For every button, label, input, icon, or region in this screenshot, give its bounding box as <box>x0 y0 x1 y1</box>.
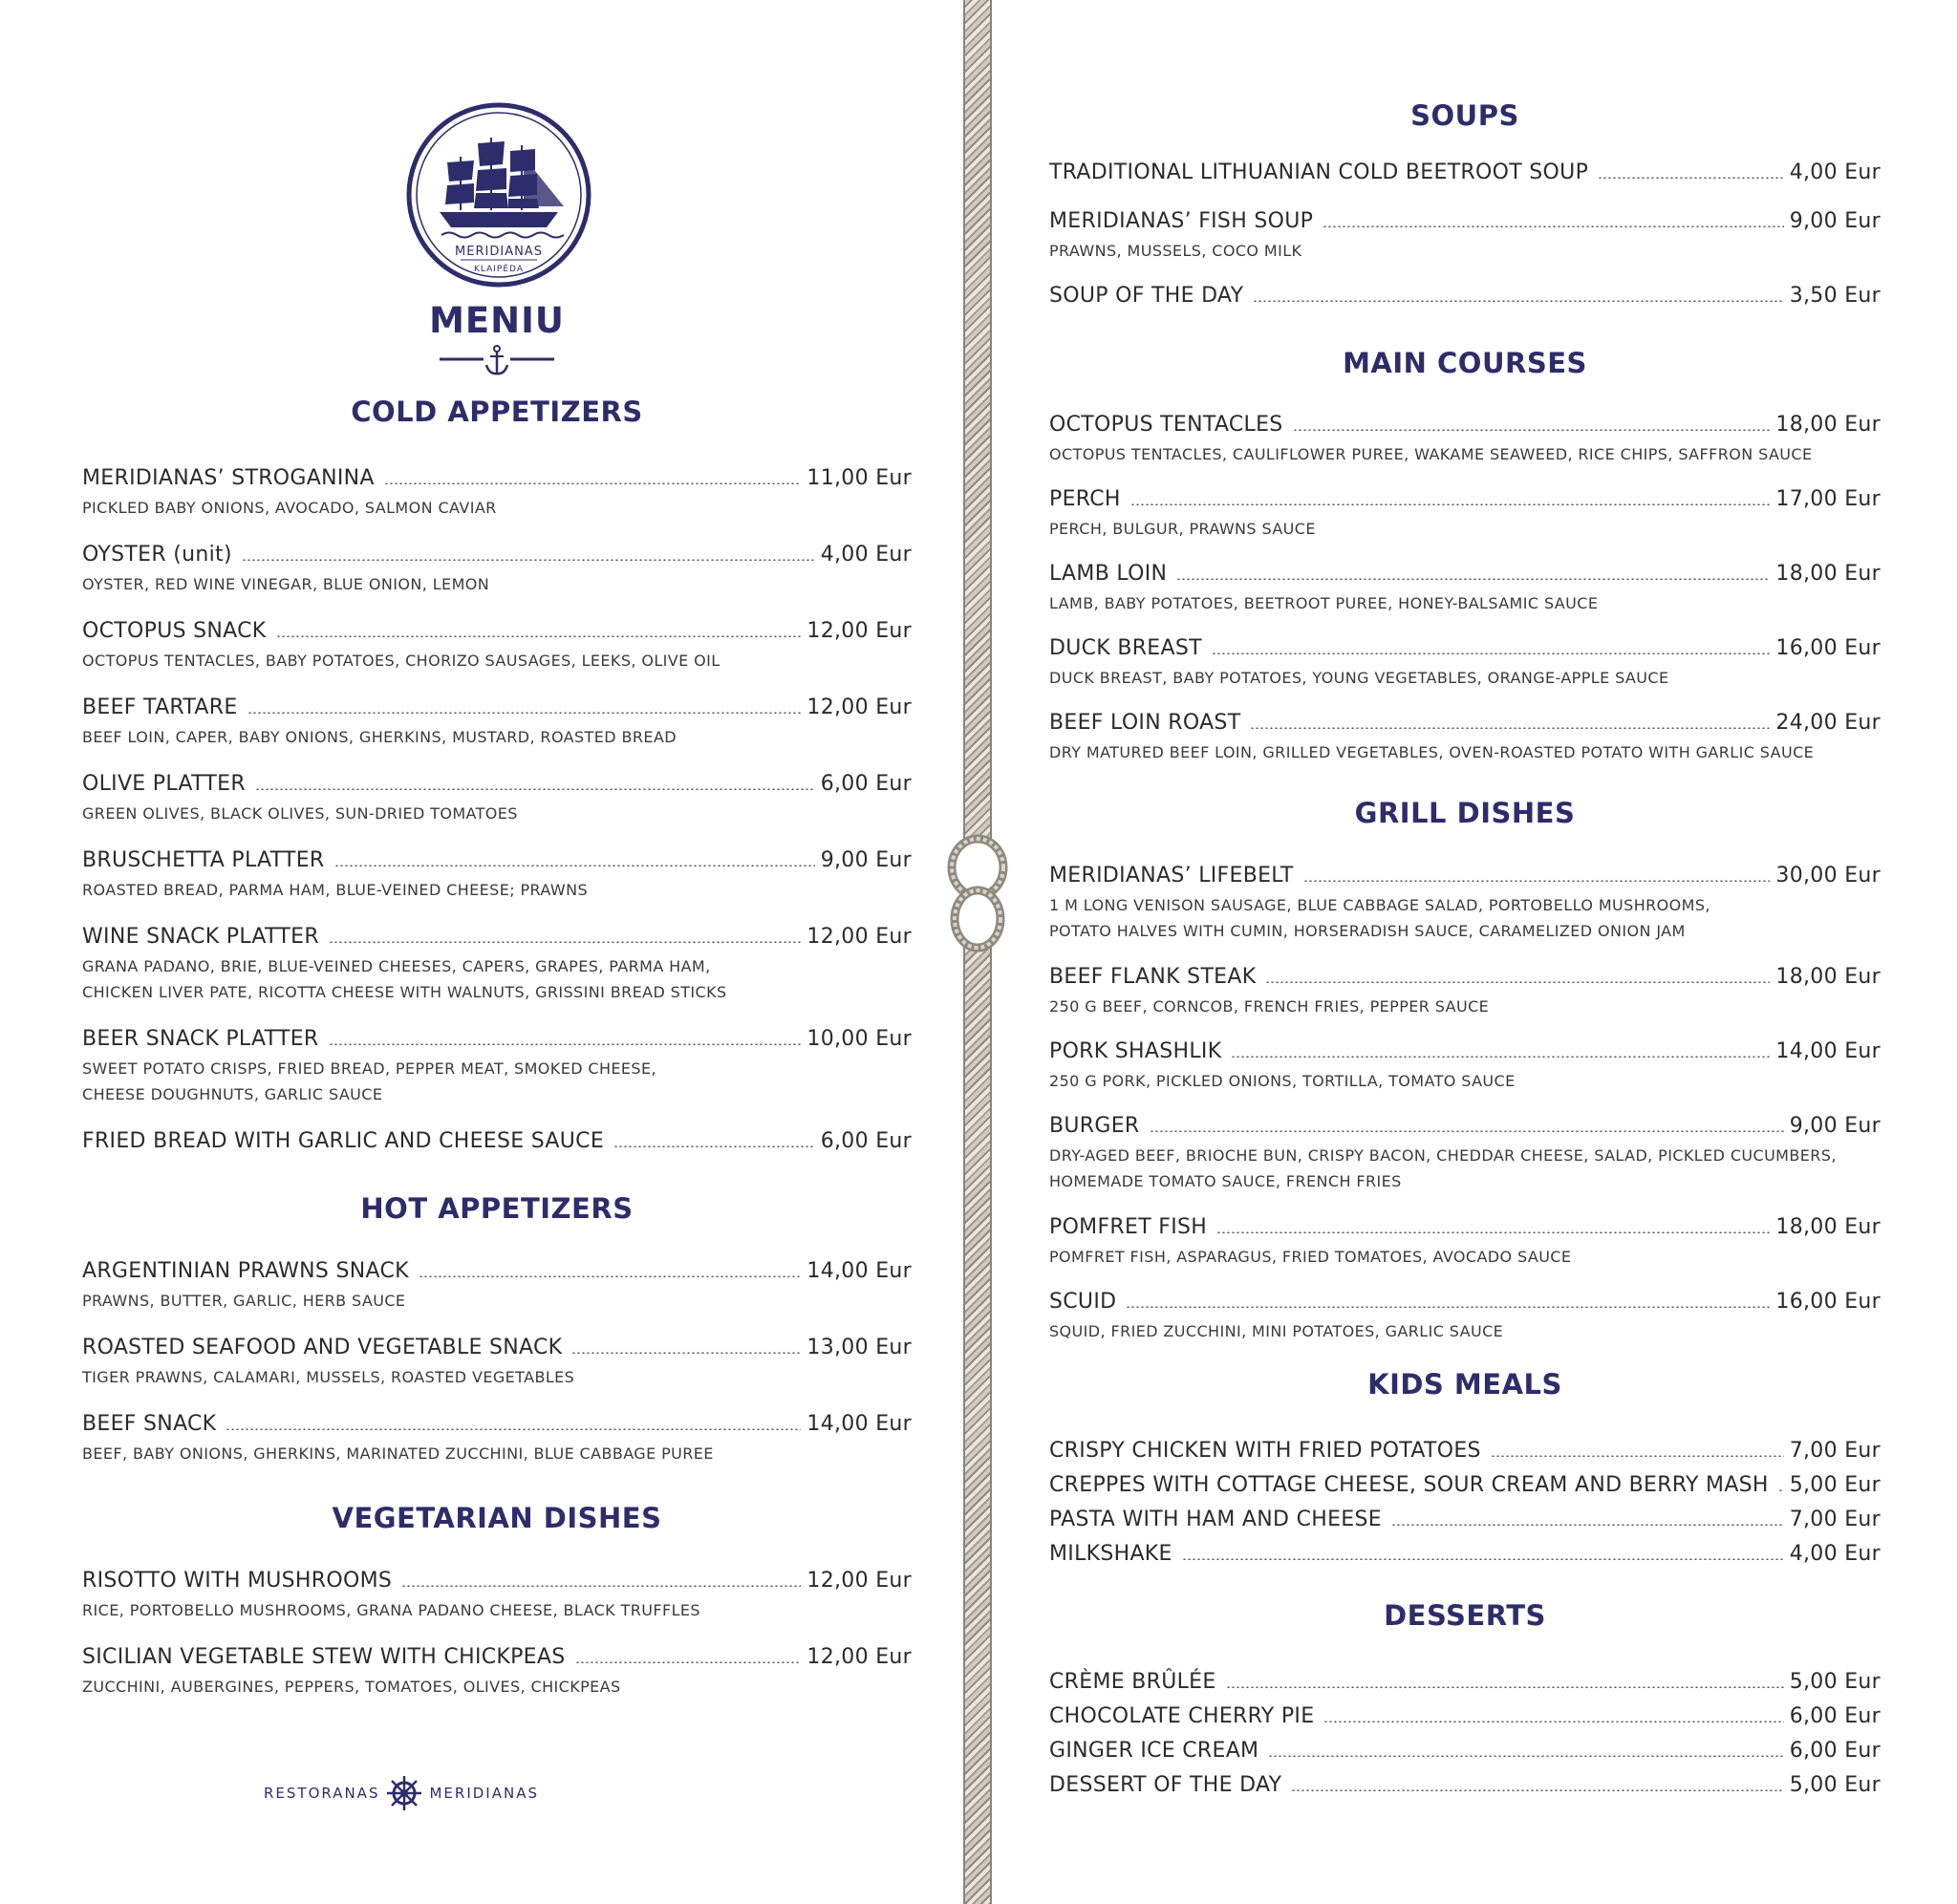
heading-main-courses: MAIN COURSES <box>1343 347 1587 379</box>
leader-dots <box>1598 177 1784 179</box>
item-description: BEEF, BABY ONIONS, GHERKINS, MARINATED ZUCCHINI, BLUE CABBAGE PUREE <box>82 1444 714 1463</box>
item-price: 12,00 Eur <box>806 1569 912 1593</box>
leader-dots <box>1253 300 1783 302</box>
leader-dots <box>1130 503 1771 505</box>
item-price: 6,00 Eur <box>1789 1704 1881 1728</box>
item-name: MERIDIANAS’ LIFEBELT <box>1049 864 1294 888</box>
item-price: 6,00 Eur <box>820 772 912 796</box>
item-description: TIGER PRAWNS, CALAMARI, MUSSELS, ROASTED VEGETABLES <box>82 1368 575 1386</box>
item-price: 7,00 Eur <box>1789 1508 1881 1531</box>
item-description: ROASTED BREAD, PARMA HAM, BLUE-VEINED CHEESE; PRAWNS <box>82 881 589 899</box>
heading-kids-meals: KIDS MEALS <box>1367 1368 1562 1401</box>
leader-dots <box>1391 1524 1784 1526</box>
menu-item <box>1049 862 1881 944</box>
item-name: CHOCOLATE CHERRY PIE <box>1049 1704 1315 1728</box>
item-price: 5,00 Eur <box>1789 1670 1881 1694</box>
leader-dots <box>401 1585 801 1587</box>
menu-item <box>82 1127 912 1156</box>
item-price: 9,00 Eur <box>1789 1114 1881 1138</box>
leader-dots <box>276 635 802 637</box>
menu-item <box>1049 1471 1881 1500</box>
menu-item <box>82 541 912 597</box>
leader-dots <box>247 712 802 714</box>
menu-item <box>1049 282 1881 310</box>
menu-item <box>82 1334 912 1390</box>
heading-cold-appetizers: COLD APPETIZERS <box>351 396 643 428</box>
menu-item <box>1049 1737 1881 1765</box>
item-description: GRANA PADANO, BRIE, BLUE-VEINED CHEESES, CAPERS, GRAPES, PARMA HAM, <box>82 957 711 975</box>
leader-dots <box>1291 1789 1783 1791</box>
item-name: SCUID <box>1049 1290 1117 1314</box>
menu-item <box>82 1257 912 1314</box>
item-price: 24,00 Eur <box>1775 711 1881 735</box>
leader-dots <box>334 865 815 866</box>
menu-item <box>1049 1437 1881 1465</box>
menu-item <box>1049 634 1881 691</box>
menu-item <box>1049 560 1881 616</box>
leader-dots <box>1268 1755 1783 1757</box>
item-name: LAMB LOIN <box>1049 562 1168 586</box>
heading-grill: GRILL DISHES <box>1354 797 1576 829</box>
menu-item <box>82 1410 912 1466</box>
item-name: ROASTED SEAFOOD AND VEGETABLE SNACK <box>82 1336 563 1359</box>
item-name: DUCK BREAST <box>1049 636 1202 660</box>
footer-left-text: RESTORANAS <box>264 1785 380 1802</box>
menu-item <box>82 617 912 674</box>
item-description: GREEN OLIVES, BLACK OLIVES, SUN-DRIED TOMATOES <box>82 804 518 823</box>
heading-desserts: DESSERTS <box>1384 1599 1546 1632</box>
leader-dots <box>1226 1686 1784 1688</box>
item-description: PRAWNS, BUTTER, GARLIC, HERB SAUCE <box>82 1292 406 1310</box>
item-description: SWEET POTATO CRISPS, FRIED BREAD, PEPPER MEAT, SMOKED CHEESE, <box>82 1059 656 1078</box>
item-price: 9,00 Eur <box>1789 209 1881 233</box>
item-name: OCTOPUS SNACK <box>82 619 267 643</box>
item-name: BEEF FLANK STEAK <box>1049 965 1257 989</box>
leader-dots <box>571 1352 801 1354</box>
item-description: DRY MATURED BEEF LOIN, GRILLED VEGETABLES, OVEN-ROASTED POTATO WITH GARLIC SAUCE <box>1049 743 1815 761</box>
item-name: BURGER <box>1049 1114 1140 1138</box>
item-price: 13,00 Eur <box>806 1336 912 1359</box>
leader-dots <box>1216 1231 1770 1233</box>
item-price: 12,00 Eur <box>806 619 912 643</box>
menu-item <box>1049 1112 1881 1194</box>
item-price: 18,00 Eur <box>1775 562 1881 586</box>
item-description: BEEF LOIN, CAPER, BABY ONIONS, GHERKINS, MUSTARD, ROASTED BREAD <box>82 728 677 746</box>
leader-dots <box>1212 652 1771 654</box>
menu-item <box>82 1643 912 1700</box>
item-price: 30,00 Eur <box>1775 864 1881 888</box>
menu-item <box>1049 1213 1881 1270</box>
item-description: OCTOPUS TENTACLES, CAULIFLOWER PUREE, WAKAME SEAWEED, RICE CHIPS, SAFFRON SAUCE <box>1049 445 1813 463</box>
item-name: BEER SNACK PLATTER <box>82 1027 319 1051</box>
menu-item <box>1049 411 1881 467</box>
item-name: PORK SHASHLIK <box>1049 1039 1222 1063</box>
item-description: OCTOPUS TENTACLES, BABY POTATOES, CHORIZO SAUSAGES, LEEKS, OLIVE OIL <box>82 652 720 670</box>
menu-item <box>1049 1288 1881 1344</box>
item-name: PERCH <box>1049 487 1121 511</box>
item-description: HOMEMADE TOMATO SAUCE, FRENCH FRIES <box>1049 1172 1402 1190</box>
menu-item <box>1049 1771 1881 1800</box>
item-name: CRÈME BRÛLÉE <box>1049 1670 1216 1694</box>
leader-dots <box>1176 578 1770 580</box>
item-description: ZUCCHINI, AUBERGINES, PEPPERS, TOMATOES, OLIVES, CHICKPEAS <box>82 1678 621 1696</box>
leader-dots <box>1491 1455 1784 1457</box>
menu-item <box>1049 1038 1881 1094</box>
item-name: DESSERT OF THE DAY <box>1049 1773 1282 1797</box>
item-price: 16,00 Eur <box>1775 636 1881 660</box>
leader-dots <box>1126 1306 1770 1308</box>
item-price: 12,00 Eur <box>806 925 912 949</box>
leader-dots <box>255 788 815 790</box>
menu-item <box>1049 1540 1881 1569</box>
menu-item <box>82 770 912 826</box>
menu-item <box>82 464 912 521</box>
item-price: 11,00 Eur <box>806 466 912 490</box>
leader-dots <box>242 559 815 561</box>
item-name: POMFRET FISH <box>1049 1215 1208 1239</box>
menu-item <box>1049 1668 1881 1697</box>
item-name: CREPPES WITH COTTAGE CHEESE, SOUR CREAM AND BERRY MASH <box>1049 1473 1769 1497</box>
leader-dots <box>1182 1558 1784 1560</box>
item-name: PASTA WITH HAM AND CHEESE <box>1049 1508 1382 1531</box>
item-name: OCTOPUS TENTACLES <box>1049 413 1283 437</box>
ship-wheel-icon <box>385 1774 423 1812</box>
item-price: 6,00 Eur <box>1789 1739 1881 1763</box>
logo-city: KLAIPĖDA <box>474 265 524 274</box>
page-title: MENIU <box>429 300 565 341</box>
item-description: OYSTER, RED WINE VINEGAR, BLUE ONION, LEMON <box>82 575 490 593</box>
menu-item <box>1049 963 1881 1019</box>
anchor-icon <box>436 344 558 378</box>
item-description: 250 G BEEF, CORNCOB, FRENCH FRIES, PEPPER SAUCE <box>1049 997 1490 1016</box>
leader-dots <box>329 941 802 943</box>
item-price: 7,00 Eur <box>1789 1439 1881 1463</box>
item-name: WINE SNACK PLATTER <box>82 925 319 949</box>
item-price: 17,00 Eur <box>1775 487 1881 511</box>
leader-dots <box>226 1428 801 1430</box>
item-description: PERCH, BULGUR, PRAWNS SAUCE <box>1049 520 1316 538</box>
item-description: CHICKEN LIVER PATE, RICOTTA CHEESE WITH WALNUTS, GRISSINI BREAD STICKS <box>82 983 727 1001</box>
item-description: LAMB, BABY POTATOES, BEETROOT PUREE, HONEY-BALSAMIC SAUCE <box>1049 594 1599 612</box>
leader-dots <box>613 1145 815 1147</box>
leader-dots <box>419 1275 802 1277</box>
item-name: CRISPY CHICKEN WITH FRIED POTATOES <box>1049 1439 1481 1463</box>
menu-item <box>82 923 912 1005</box>
menu-item <box>1049 207 1881 264</box>
item-name: BRUSCHETTA PLATTER <box>82 848 325 872</box>
item-description: RICE, PORTOBELLO MUSHROOMS, GRANA PADANO CHEESE, BLACK TRUFFLES <box>82 1601 700 1619</box>
menu-item <box>1049 1506 1881 1534</box>
item-name: TRADITIONAL LITHUANIAN COLD BEETROOT SOUP <box>1049 160 1589 184</box>
item-description: SQUID, FRIED ZUCCHINI, MINI POTATOES, GARLIC SAUCE <box>1049 1322 1504 1340</box>
item-price: 18,00 Eur <box>1775 965 1881 989</box>
leader-dots <box>384 482 802 484</box>
item-name: OYSTER (unit) <box>82 543 232 567</box>
heading-vegetarian: VEGETARIAN DISHES <box>332 1502 662 1534</box>
leader-dots <box>1265 981 1770 983</box>
item-description: PRAWNS, MUSSELS, COCO MILK <box>1049 242 1302 260</box>
item-price: 18,00 Eur <box>1775 413 1881 437</box>
leader-dots <box>1150 1130 1784 1132</box>
item-price: 6,00 Eur <box>820 1129 912 1153</box>
item-price: 12,00 Eur <box>806 695 912 719</box>
footer-right-text: MERIDIANAS <box>429 1785 539 1802</box>
item-description: 1 M LONG VENISON SAUSAGE, BLUE CABBAGE SALAD, PORTOBELLO MUSHROOMS, <box>1049 896 1710 914</box>
item-price: 4,00 Eur <box>820 543 912 567</box>
leader-dots <box>1303 880 1771 882</box>
item-name: SOUP OF THE DAY <box>1049 284 1244 308</box>
menu-item <box>82 1025 912 1107</box>
leader-dots <box>575 1661 802 1663</box>
item-description: POMFRET FISH, ASPARAGUS, FRIED TOMATOES, AVOCADO SAUCE <box>1049 1248 1572 1266</box>
footer-brand <box>264 1769 570 1817</box>
item-name: ARGENTINIAN PRAWNS SNACK <box>82 1259 409 1283</box>
item-price: 10,00 Eur <box>806 1027 912 1051</box>
menu-item <box>1049 1702 1881 1731</box>
item-name: MILKSHAKE <box>1049 1542 1172 1566</box>
item-price: 4,00 Eur <box>1789 160 1881 184</box>
leader-dots <box>1323 1721 1783 1722</box>
item-price: 5,00 Eur <box>1789 1473 1881 1497</box>
item-price: 14,00 Eur <box>1775 1039 1881 1063</box>
ship-logo-icon <box>403 99 594 290</box>
leader-dots <box>1231 1056 1770 1058</box>
item-name: GINGER ICE CREAM <box>1049 1739 1259 1763</box>
item-price: 3,50 Eur <box>1789 284 1881 308</box>
item-name: MERIDIANAS’ STROGANINA <box>82 466 375 490</box>
logo-name: MERIDIANAS <box>455 245 543 259</box>
item-name: BEEF LOIN ROAST <box>1049 711 1241 735</box>
item-price: 14,00 Eur <box>806 1259 912 1283</box>
item-price: 12,00 Eur <box>806 1645 912 1669</box>
item-price: 4,00 Eur <box>1789 1542 1881 1566</box>
item-price: 14,00 Eur <box>806 1412 912 1436</box>
item-price: 18,00 Eur <box>1775 1215 1881 1239</box>
item-price: 5,00 Eur <box>1789 1773 1881 1797</box>
item-name: FRIED BREAD WITH GARLIC AND CHEESE SAUCE <box>82 1129 605 1153</box>
menu-item <box>1049 159 1881 187</box>
item-name: RISOTTO WITH MUSHROOMS <box>82 1569 393 1593</box>
menu-item <box>82 694 912 750</box>
item-name: BEEF TARTARE <box>82 695 238 719</box>
item-price: 9,00 Eur <box>820 848 912 872</box>
item-name: MERIDIANAS’ FISH SOUP <box>1049 209 1314 233</box>
leader-dots <box>1323 225 1784 227</box>
leader-dots <box>329 1043 802 1045</box>
item-description: 250 G PORK, PICKLED ONIONS, TORTILLA, TOMATO SAUCE <box>1049 1072 1516 1090</box>
item-name: OLIVE PLATTER <box>82 772 246 796</box>
menu-item <box>1049 709 1881 765</box>
item-description: CHEESE DOUGHNUTS, GARLIC SAUCE <box>82 1085 383 1103</box>
menu-item <box>1049 485 1881 542</box>
menu-item <box>82 1567 912 1623</box>
item-description: POTATO HALVES WITH CUMIN, HORSERADISH SAUCE, CARAMELIZED ONION JAM <box>1049 922 1686 940</box>
leader-dots <box>1293 429 1771 431</box>
heading-hot-appetizers: HOT APPETIZERS <box>360 1192 634 1225</box>
item-price: 16,00 Eur <box>1775 1290 1881 1314</box>
item-description: DRY-AGED BEEF, BRIOCHE BUN, CRISPY BACON, CHEDDAR CHEESE, SALAD, PICKLED CUCUMBERS, <box>1049 1146 1837 1165</box>
heading-soups: SOUPS <box>1410 99 1519 132</box>
leader-dots <box>1250 727 1770 729</box>
item-description: DUCK BREAST, BABY POTATOES, YOUNG VEGETABLES, ORANGE-APPLE SAUCE <box>1049 669 1669 687</box>
item-name: SICILIAN VEGETABLE STEW WITH CHICKPEAS <box>82 1645 566 1669</box>
item-description: PICKLED BABY ONIONS, AVOCADO, SALMON CAVIAR <box>82 499 497 517</box>
menu-item <box>82 846 912 903</box>
rope-knot-icon <box>944 831 1011 955</box>
item-name: BEEF SNACK <box>82 1412 217 1436</box>
